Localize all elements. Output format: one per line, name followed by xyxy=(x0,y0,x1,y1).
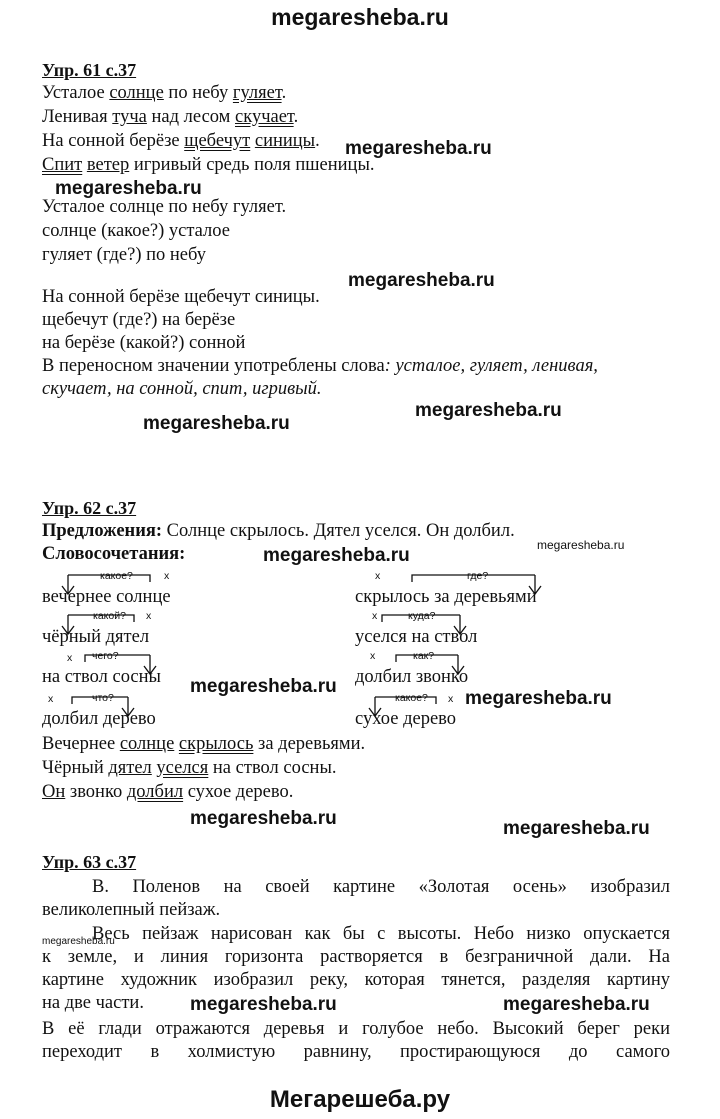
phrase-right: скрылось за деревьями xyxy=(355,587,537,607)
analysis-line: Усталое солнце по небу гуляет. xyxy=(42,197,287,217)
subject: туча xyxy=(112,107,147,127)
ex62-heading: Упр. 62 с.37 xyxy=(42,498,137,518)
analysis-line: на берёзе (какой?) сонной xyxy=(42,333,246,353)
watermark: megaresheba.ru xyxy=(503,994,650,1015)
watermark: megaresheba.ru xyxy=(465,688,612,709)
predicate: щебечут xyxy=(184,131,251,151)
site-footer: Мегарешеба.ру xyxy=(269,1086,451,1113)
poem-line-2: Ленивая туча над лесом скучает. xyxy=(42,107,299,127)
watermark: megaresheba.ru xyxy=(345,138,492,159)
subject: синицы xyxy=(254,131,316,151)
paragraph-line: В её глади отражаются деревья и голубое небо. Высокий берег реки xyxy=(42,1019,670,1039)
full-sentence-1: Вечернее солнце скрылось за деревьями. xyxy=(42,734,366,754)
predicate: Спит xyxy=(42,155,83,175)
phrase-left: на ствол сосны xyxy=(42,667,161,687)
arrow-bracket xyxy=(375,697,436,704)
main-word-mark: x xyxy=(48,693,54,705)
arrow-bracket xyxy=(396,655,458,662)
main-word-mark: x xyxy=(146,610,152,622)
predicate: уселся xyxy=(156,758,209,778)
sentences-line: Предложения: Солнце скрылось. Дятел уселся. Он долбил. xyxy=(42,521,515,541)
main-word-mark: x xyxy=(164,570,170,582)
phrase-right: сухое дерево xyxy=(355,709,457,729)
ex61-heading: Упр. 61 с.37 xyxy=(42,60,137,80)
ex63-heading: Упр. 63 с.37 xyxy=(42,852,137,872)
phrase-left: чёрный дятел xyxy=(42,627,150,647)
paragraph-line: к земле, и линия горизонта растворяется в безграничной дали. На xyxy=(42,947,670,967)
predicate: скрылось xyxy=(178,734,254,754)
question-label: что? xyxy=(92,692,114,704)
arrow-bracket xyxy=(68,575,150,582)
paragraph-line: великолепный пейзаж. xyxy=(42,900,221,920)
question-label: куда? xyxy=(408,610,436,622)
phrase-right: долбил звонко xyxy=(355,667,469,687)
subject: солнце xyxy=(119,734,175,754)
watermark: megaresheba.ru xyxy=(415,400,562,421)
watermark: megaresheba.ru xyxy=(348,270,495,291)
question-label: какое? xyxy=(100,570,133,582)
main-word-mark: x xyxy=(448,693,454,705)
phrase-left: вечернее солнце xyxy=(42,587,171,607)
watermark: megaresheba.ru xyxy=(190,994,337,1015)
paragraph-line: Весь пейзаж нарисован как бы с высоты. Небо низко опускается xyxy=(92,924,670,944)
paragraph-line: на две части. xyxy=(42,993,144,1013)
question-label: какое? xyxy=(395,692,428,704)
phrase-right: уселся на ствол xyxy=(355,627,478,647)
watermark: megaresheba.ru xyxy=(55,178,202,199)
question-label: как? xyxy=(413,650,435,662)
arrow-bracket xyxy=(412,575,535,582)
analysis-line: На сонной берёзе щебечут синицы. xyxy=(42,287,320,307)
analysis-line: солнце (какое?) усталое xyxy=(42,221,230,241)
paragraph-line: картине художник изобразил реку, которая тянется, разделяя картину xyxy=(42,970,670,990)
subject: Он xyxy=(42,782,66,802)
watermark: megaresheba.ru xyxy=(263,545,410,566)
predicate: долбил xyxy=(126,782,184,802)
analysis-line: щебечут (где?) на берёзе xyxy=(42,310,236,330)
subject: солнце xyxy=(109,83,164,103)
main-word-mark: x xyxy=(370,650,376,662)
phrase-left: долбил дерево xyxy=(42,709,156,729)
figurative-line: В переносном значении употреблены слова: усталое, гуляет, ленивая, xyxy=(42,356,598,376)
predicate: гуляет xyxy=(232,83,282,103)
site-header: megaresheba.ru xyxy=(271,4,449,30)
watermark: megaresheba.ru xyxy=(190,676,337,697)
full-sentence-3: Он звонко долбил сухое дерево. xyxy=(42,782,294,802)
subject: ветер xyxy=(86,155,130,175)
arrow-bracket xyxy=(72,697,128,704)
watermark: megaresheba.ru xyxy=(42,936,115,947)
subject: дятел xyxy=(108,758,152,778)
main-word-mark: x xyxy=(372,610,378,622)
figurative-line-2: скучает, на сонной, спит, игривый. xyxy=(42,379,322,399)
watermark: megaresheba.ru xyxy=(537,538,625,552)
watermark: megaresheba.ru xyxy=(503,818,650,839)
main-word-mark: x xyxy=(375,570,381,582)
arrow-bracket xyxy=(85,655,150,662)
question-label: какой? xyxy=(93,610,126,622)
watermark: megaresheba.ru xyxy=(143,413,290,434)
watermark: megaresheba.ru xyxy=(190,808,337,829)
paragraph-line: переходит в холмистую равнину, простирающуюся до самого xyxy=(42,1042,670,1062)
main-word-mark: x xyxy=(67,652,73,664)
arrow-bracket xyxy=(382,615,460,622)
question-label: где? xyxy=(467,570,489,582)
arrow-bracket xyxy=(68,615,134,622)
phrases-label: Словосочетания: xyxy=(42,544,186,564)
poem-line-1: Усталое солнце по небу гуляет. xyxy=(42,83,287,103)
poem-line-4: Спит ветер игривый средь поля пшеницы. xyxy=(42,155,375,175)
full-sentence-2: Чёрный дятел уселся на ствол сосны. xyxy=(42,758,337,778)
question-label: чего? xyxy=(92,650,119,662)
predicate: скучает xyxy=(235,107,294,127)
poem-line-3: На сонной берёзе щебечут синицы. xyxy=(42,131,320,151)
paragraph-line: В. Поленов на своей картине «Золотая осень» изобразил xyxy=(92,877,670,897)
analysis-line: гуляет (где?) по небу xyxy=(42,245,206,265)
